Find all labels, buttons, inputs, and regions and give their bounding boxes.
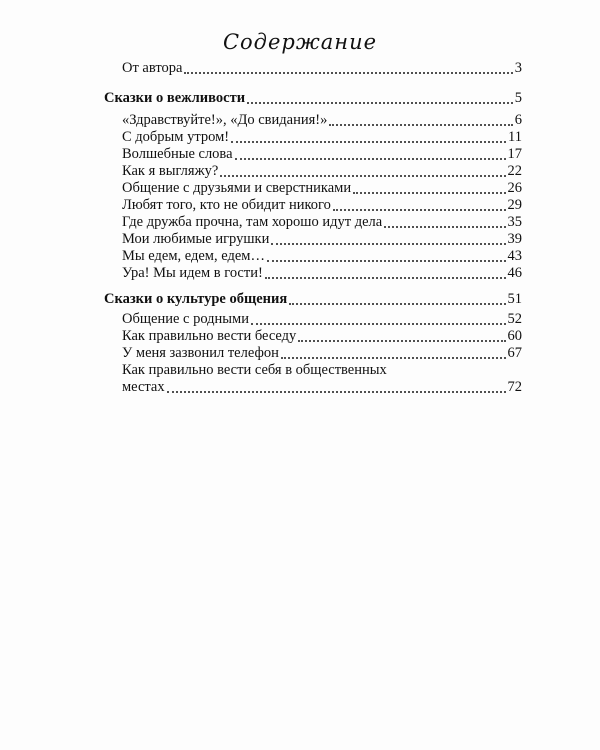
toc-section-heading-politeness [104, 90, 522, 107]
toc-entry-text: У меня зазвонил телефон [122, 345, 279, 361]
toc-entry-text: С добрым утром! [122, 129, 230, 145]
toc-section-text: Сказки о культуре общения [104, 291, 288, 307]
leader-dots [265, 267, 506, 279]
toc-page-number: 29 [507, 197, 522, 213]
toc-entry [122, 214, 522, 231]
toc-page-number: 39 [507, 231, 522, 247]
toc-page-number: 11 [508, 129, 522, 145]
leader-dots [167, 381, 506, 393]
toc-page-number: 67 [507, 345, 522, 361]
toc-entry [122, 146, 522, 163]
toc-entry [122, 248, 522, 265]
toc-page-number: 72 [507, 379, 522, 395]
toc-page-number: 60 [507, 328, 522, 344]
leader-dots [231, 131, 506, 143]
leader-dots [235, 148, 506, 160]
toc-page-number: 6 [514, 112, 522, 128]
toc-entry-text: Как правильно вести беседу [122, 328, 297, 344]
leader-dots [329, 114, 512, 126]
toc-page-number: 17 [507, 146, 522, 162]
toc-entry [122, 231, 522, 248]
toc-page-number: 43 [507, 248, 522, 264]
toc-entry-multiline [122, 362, 522, 396]
leader-dots [271, 233, 505, 245]
toc-entry-text: Мы едем, едем, едем… [122, 248, 265, 264]
toc-entry [122, 345, 522, 362]
leader-dots [184, 62, 512, 74]
toc-entry-text: Мои любимые игрушки [122, 231, 270, 247]
toc-entry-text: От автора [122, 60, 183, 76]
leader-dots [384, 216, 505, 228]
toc-entry [122, 180, 522, 197]
toc-entry-text: Волшебные слова [122, 146, 233, 162]
toc-entry-text: Общение с родными [122, 311, 249, 327]
toc-page-number: 51 [507, 291, 522, 307]
leader-dots [247, 92, 513, 104]
toc-entry [122, 163, 522, 180]
toc-entry-text: Ура! Мы идем в гости! [122, 265, 263, 281]
leader-dots [289, 293, 505, 305]
toc-entry [122, 129, 522, 146]
leader-dots [298, 330, 505, 342]
toc-entry [122, 311, 522, 328]
toc-entry [122, 328, 522, 345]
toc-entry-text: «Здравствуйте!», «До свидания!» [122, 112, 328, 128]
leader-dots [267, 250, 506, 262]
toc-page-number: 46 [507, 265, 522, 281]
toc-page-number: 5 [514, 90, 522, 106]
toc-entry-text: Любят того, кто не обидит никого [122, 197, 331, 213]
toc-entry-text-line2: местах [122, 379, 165, 395]
toc-entry [122, 265, 522, 282]
toc-page-number: 52 [507, 311, 522, 327]
toc-entry-line2 [122, 379, 522, 396]
toc-section-heading-communication [104, 291, 522, 308]
leader-dots [251, 313, 506, 325]
leader-dots [281, 347, 506, 359]
toc-page-number: 22 [507, 163, 522, 179]
leader-dots [220, 165, 505, 177]
toc-entry-text-line1: Как правильно вести себя в общественных [122, 362, 387, 378]
toc-page-number: 3 [514, 60, 522, 76]
toc-title: Содержание [222, 30, 378, 54]
toc-entry [122, 112, 522, 129]
toc-entry-text: Где дружба прочна, там хорошо идут дела [122, 214, 383, 230]
leader-dots [333, 199, 506, 211]
toc-section-text: Сказки о вежливости [104, 90, 246, 106]
toc-entry-text: Как я выгляжу? [122, 163, 219, 179]
toc-entry-preface [122, 60, 522, 77]
toc-entry-text: Общение с друзьями и сверстниками [122, 180, 352, 196]
toc-page-number: 26 [507, 180, 522, 196]
leader-dots [353, 182, 505, 194]
toc-entry [122, 197, 522, 214]
toc-page-number: 35 [507, 214, 522, 230]
